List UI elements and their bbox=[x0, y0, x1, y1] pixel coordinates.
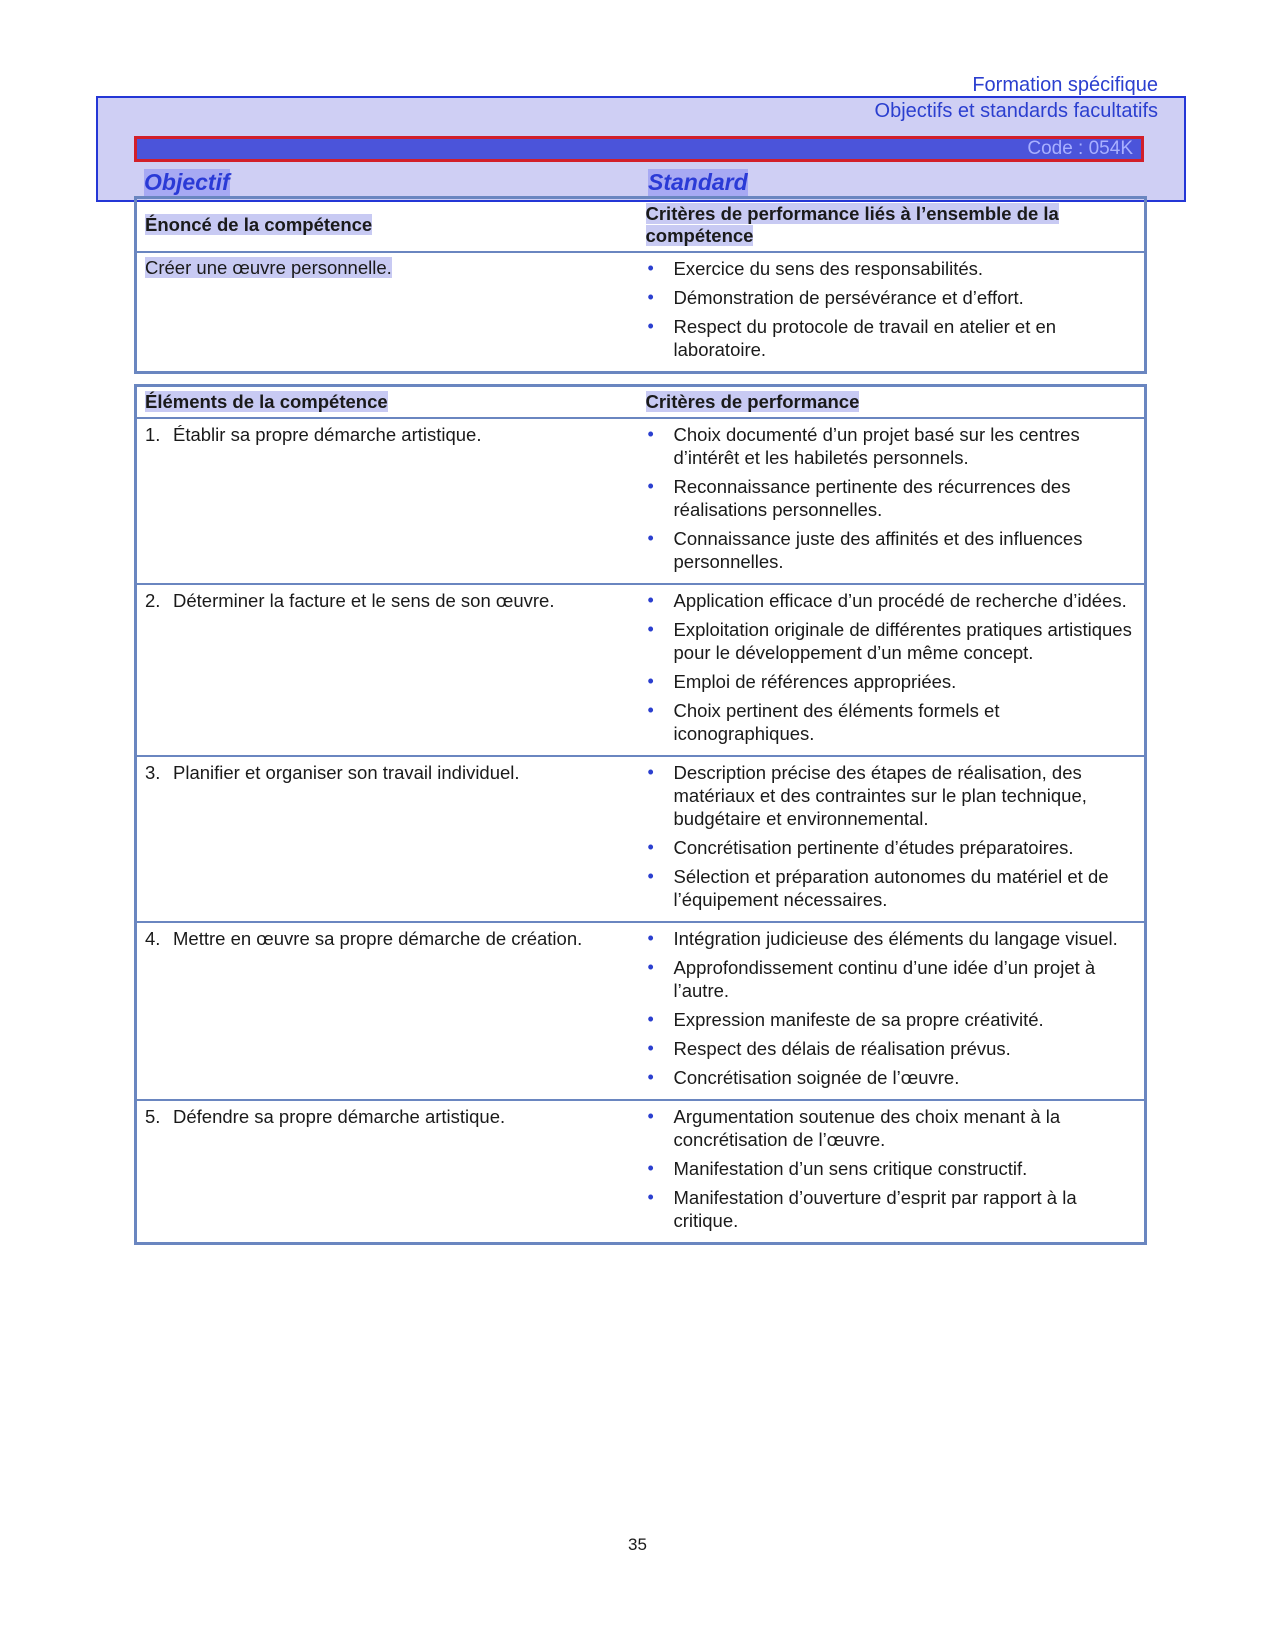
element-row bbox=[136, 1100, 1146, 1244]
criterion-item: • Description précise des étapes de réalisation, des matériaux et des contraintes sur le plan technique, budgétaire et environnemental. bbox=[646, 761, 1137, 830]
criterion-item: • Choix documenté d’un projet basé sur les centres d’intérêt et les habiletés personnels. bbox=[646, 423, 1137, 469]
statement-criteria-cell bbox=[638, 252, 1146, 373]
element-number: 1. bbox=[145, 424, 161, 445]
header-section: Objectifs et standards facultatifs bbox=[874, 100, 1158, 122]
criterion-item: • Choix pertinent des éléments formels et iconographiques. bbox=[646, 699, 1137, 745]
criterion-item: • Manifestation d’ouverture d’esprit par rapport à la critique. bbox=[646, 1186, 1137, 1232]
element-criteria-list bbox=[646, 589, 1137, 745]
statement-text: Créer une œuvre personnelle. bbox=[136, 252, 638, 373]
element-number: 2. bbox=[145, 590, 161, 611]
element-text: Mettre en œuvre sa propre démarche de création. bbox=[173, 928, 583, 949]
element-text: Planifier et organiser son travail individuel. bbox=[173, 762, 520, 783]
element-criteria-list bbox=[646, 1105, 1137, 1232]
statement-criteria-heading: Critères de performance liés à l’ensemble de la compétence bbox=[645, 203, 1059, 246]
statement-criteria-list bbox=[646, 257, 1137, 361]
criterion-item: • Exploitation originale de différentes pratiques artistiques pour le développement d’un même concept. bbox=[646, 618, 1137, 664]
element-row bbox=[136, 922, 1146, 1100]
page-header bbox=[96, 72, 1186, 124]
criterion-item: • Exercice du sens des responsabilités. bbox=[646, 257, 1137, 280]
criterion-item: • Expression manifeste de sa propre créativité. bbox=[646, 1008, 1137, 1031]
criterion-item: • Application efficace d’un procédé de recherche d’idées. bbox=[646, 589, 1137, 612]
element-text: Déterminer la facture et le sens de son œuvre. bbox=[173, 590, 555, 611]
criterion-item: • Intégration judicieuse des éléments du langage visuel. bbox=[646, 927, 1137, 950]
element-number: 4. bbox=[145, 928, 161, 949]
element-number: 3. bbox=[145, 762, 161, 783]
statement-row bbox=[136, 252, 1146, 373]
standard-title: Standard bbox=[648, 169, 748, 195]
objective-title: Objectif bbox=[144, 169, 230, 195]
criterion-item: • Manifestation d’un sens critique constructif. bbox=[646, 1157, 1137, 1180]
element-item bbox=[145, 1105, 630, 1128]
element-row bbox=[136, 584, 1146, 756]
course-code: Code : 054K bbox=[134, 136, 1144, 162]
elements-table bbox=[134, 384, 1147, 1245]
element-item bbox=[145, 589, 630, 612]
criterion-item: • Reconnaissance pertinente des récurrences des réalisations personnelles. bbox=[646, 475, 1137, 521]
criterion-item: • Démonstration de persévérance et d’effort. bbox=[646, 286, 1137, 309]
statement-header-row bbox=[136, 198, 1146, 253]
criterion-item: • Argumentation soutenue des choix menant à la concrétisation de l’œuvre. bbox=[646, 1105, 1137, 1151]
criterion-item: • Connaissance juste des affinités et des influences personnelles. bbox=[646, 527, 1137, 573]
page-number: 35 bbox=[628, 1535, 647, 1554]
criterion-item: • Sélection et préparation autonomes du matériel et de l’équipement nécessaires. bbox=[646, 865, 1137, 911]
elements-heading: Éléments de la compétence bbox=[145, 391, 388, 412]
criterion-item: • Concrétisation pertinente d’études préparatoires. bbox=[646, 836, 1137, 859]
element-number: 5. bbox=[145, 1106, 161, 1127]
element-text: Établir sa propre démarche artistique. bbox=[173, 424, 482, 445]
elements-header-row bbox=[136, 386, 1146, 419]
elements-criteria-heading: Critères de performance bbox=[645, 391, 860, 412]
criterion-item: • Concrétisation soignée de l’œuvre. bbox=[646, 1066, 1137, 1089]
element-criteria-list bbox=[646, 423, 1137, 573]
criterion-item: • Respect du protocole de travail en atelier et en laboratoire. bbox=[646, 315, 1137, 361]
element-criteria-list bbox=[646, 761, 1137, 911]
element-item bbox=[145, 423, 630, 446]
element-text: Défendre sa propre démarche artistique. bbox=[173, 1106, 506, 1127]
element-row bbox=[136, 756, 1146, 922]
element-row bbox=[136, 418, 1146, 584]
statement-heading: Énoncé de la compétence bbox=[145, 214, 373, 235]
criterion-item: • Approfondissement continu d’une idée d’un projet à l’autre. bbox=[646, 956, 1137, 1002]
criterion-item: • Respect des délais de réalisation prévus. bbox=[646, 1037, 1137, 1060]
element-item bbox=[145, 927, 630, 950]
statement-table bbox=[134, 196, 1147, 374]
element-item bbox=[145, 761, 630, 784]
element-criteria-list bbox=[646, 927, 1137, 1089]
header-program: Formation spécifique bbox=[972, 74, 1158, 96]
criterion-item: • Emploi de références appropriées. bbox=[646, 670, 1137, 693]
